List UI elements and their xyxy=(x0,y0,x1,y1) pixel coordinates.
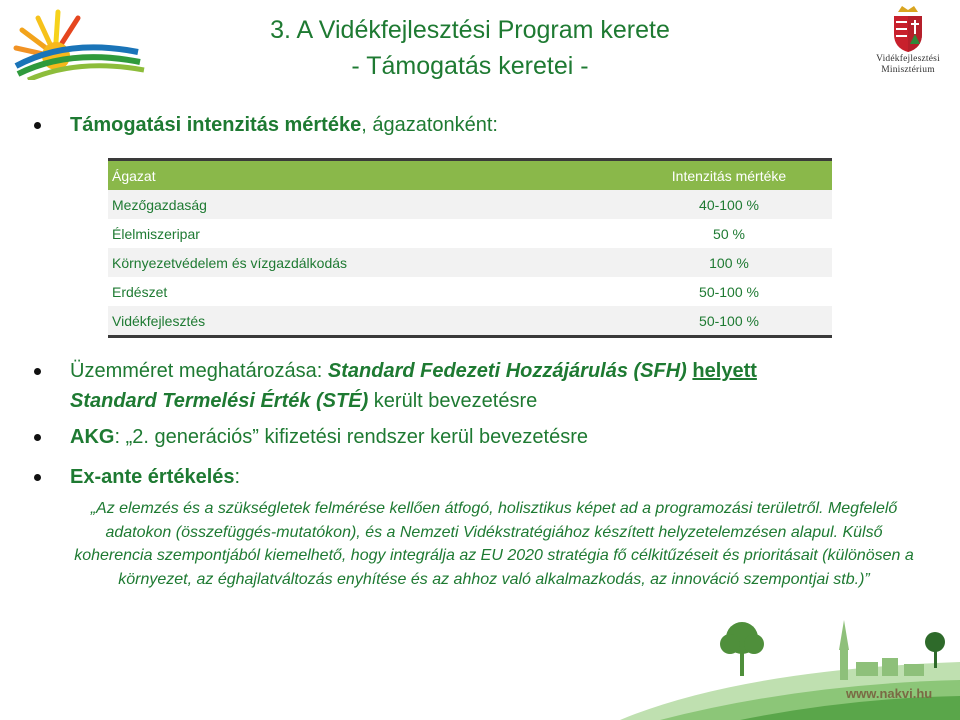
intensity-cell: 50-100 % xyxy=(622,306,832,337)
farm-size-prefix: Üzemméret meghatározása: xyxy=(70,360,328,382)
column-header-intensity: Intenzitás mértéke xyxy=(622,160,832,191)
ministry-name-line1: Vidékfejlesztési xyxy=(876,54,940,64)
intensity-cell: 40-100 % xyxy=(622,190,832,219)
bullet-icon xyxy=(34,434,44,444)
bullet-icon xyxy=(34,368,44,378)
intensity-cell: 100 % xyxy=(622,248,832,277)
farm-size-line1 xyxy=(70,358,757,384)
sector-cell: Környezetvédelem és vízgazdálkodás xyxy=(108,248,622,277)
intensity-heading xyxy=(70,112,498,138)
intensity-heading-bold: Támogatási intenzitás mértéke xyxy=(70,114,362,136)
farm-size-suffix: került bevezetésre xyxy=(368,390,538,412)
bullet-icon xyxy=(34,122,44,132)
akg-line xyxy=(70,424,588,450)
table-header-row xyxy=(108,160,832,191)
intensity-table xyxy=(108,158,832,338)
intensity-cell: 50-100 % xyxy=(622,277,832,306)
farm-size-line2 xyxy=(70,388,537,414)
bullet-icon xyxy=(34,474,44,484)
ex-ante-heading xyxy=(70,464,240,490)
table-row xyxy=(108,190,832,219)
intensity-cell: 50 % xyxy=(622,219,832,248)
table-row xyxy=(108,306,832,337)
sector-cell: Mezőgazdaság xyxy=(108,190,622,219)
farm-size-sfh: Standard Fedezeti Hozzájárulás (SFH) xyxy=(327,360,687,382)
rural-development-sun-logo xyxy=(8,8,148,80)
slide-title: 3. A Vidékfejlesztési Program kerete xyxy=(270,16,670,44)
ex-ante-quote: „Az elemzés és a szükségletek felmérése kellően átfogó, holisztikus képet ad a programozási területről. Megfelelő adatokon (összefüggés-mutatókon), és a Nemzeti Vidékstratégiához készített helyzetelemzésen alapul. Külső koherencia szempontjából kiemelhető, hogy integrálja az EU 2020 stratégia fő célkitűzéseit és prioritásait (különösen a környezet, az éghajlatváltozás enyhítése és az ahhoz való alkalmazkodás, az innováció szempontjai stb.)” xyxy=(74,500,914,588)
ex-ante-rest: : xyxy=(234,466,241,488)
ex-ante-bold: Ex-ante értékelés xyxy=(70,466,235,488)
akg-rest: : „2. generációs” kifizetési rendszer kerül bevezetésre xyxy=(114,426,588,448)
farm-size-ste: Standard Termelési Érték (STÉ) xyxy=(70,390,369,412)
sector-cell: Vidékfejlesztés xyxy=(108,306,622,337)
hungarian-coat-of-arms-icon xyxy=(888,4,928,54)
table-row xyxy=(108,277,832,306)
ministry-name-line2: Minisztérium xyxy=(881,65,935,75)
akg-bold: AKG xyxy=(70,426,115,448)
sector-cell: Élelmiszeripar xyxy=(108,219,622,248)
farm-size-instead: helyett xyxy=(692,360,757,382)
slide-subtitle: - Támogatás keretei - xyxy=(351,52,589,80)
table-row xyxy=(108,248,832,277)
column-header-sector: Ágazat xyxy=(108,160,622,191)
website-link[interactable]: www.nakvi.hu xyxy=(846,686,933,701)
ministry-logo xyxy=(858,4,958,84)
table-row xyxy=(108,219,832,248)
sector-cell: Erdészet xyxy=(108,277,622,306)
intensity-heading-rest: , ágazatonként: xyxy=(361,114,498,136)
